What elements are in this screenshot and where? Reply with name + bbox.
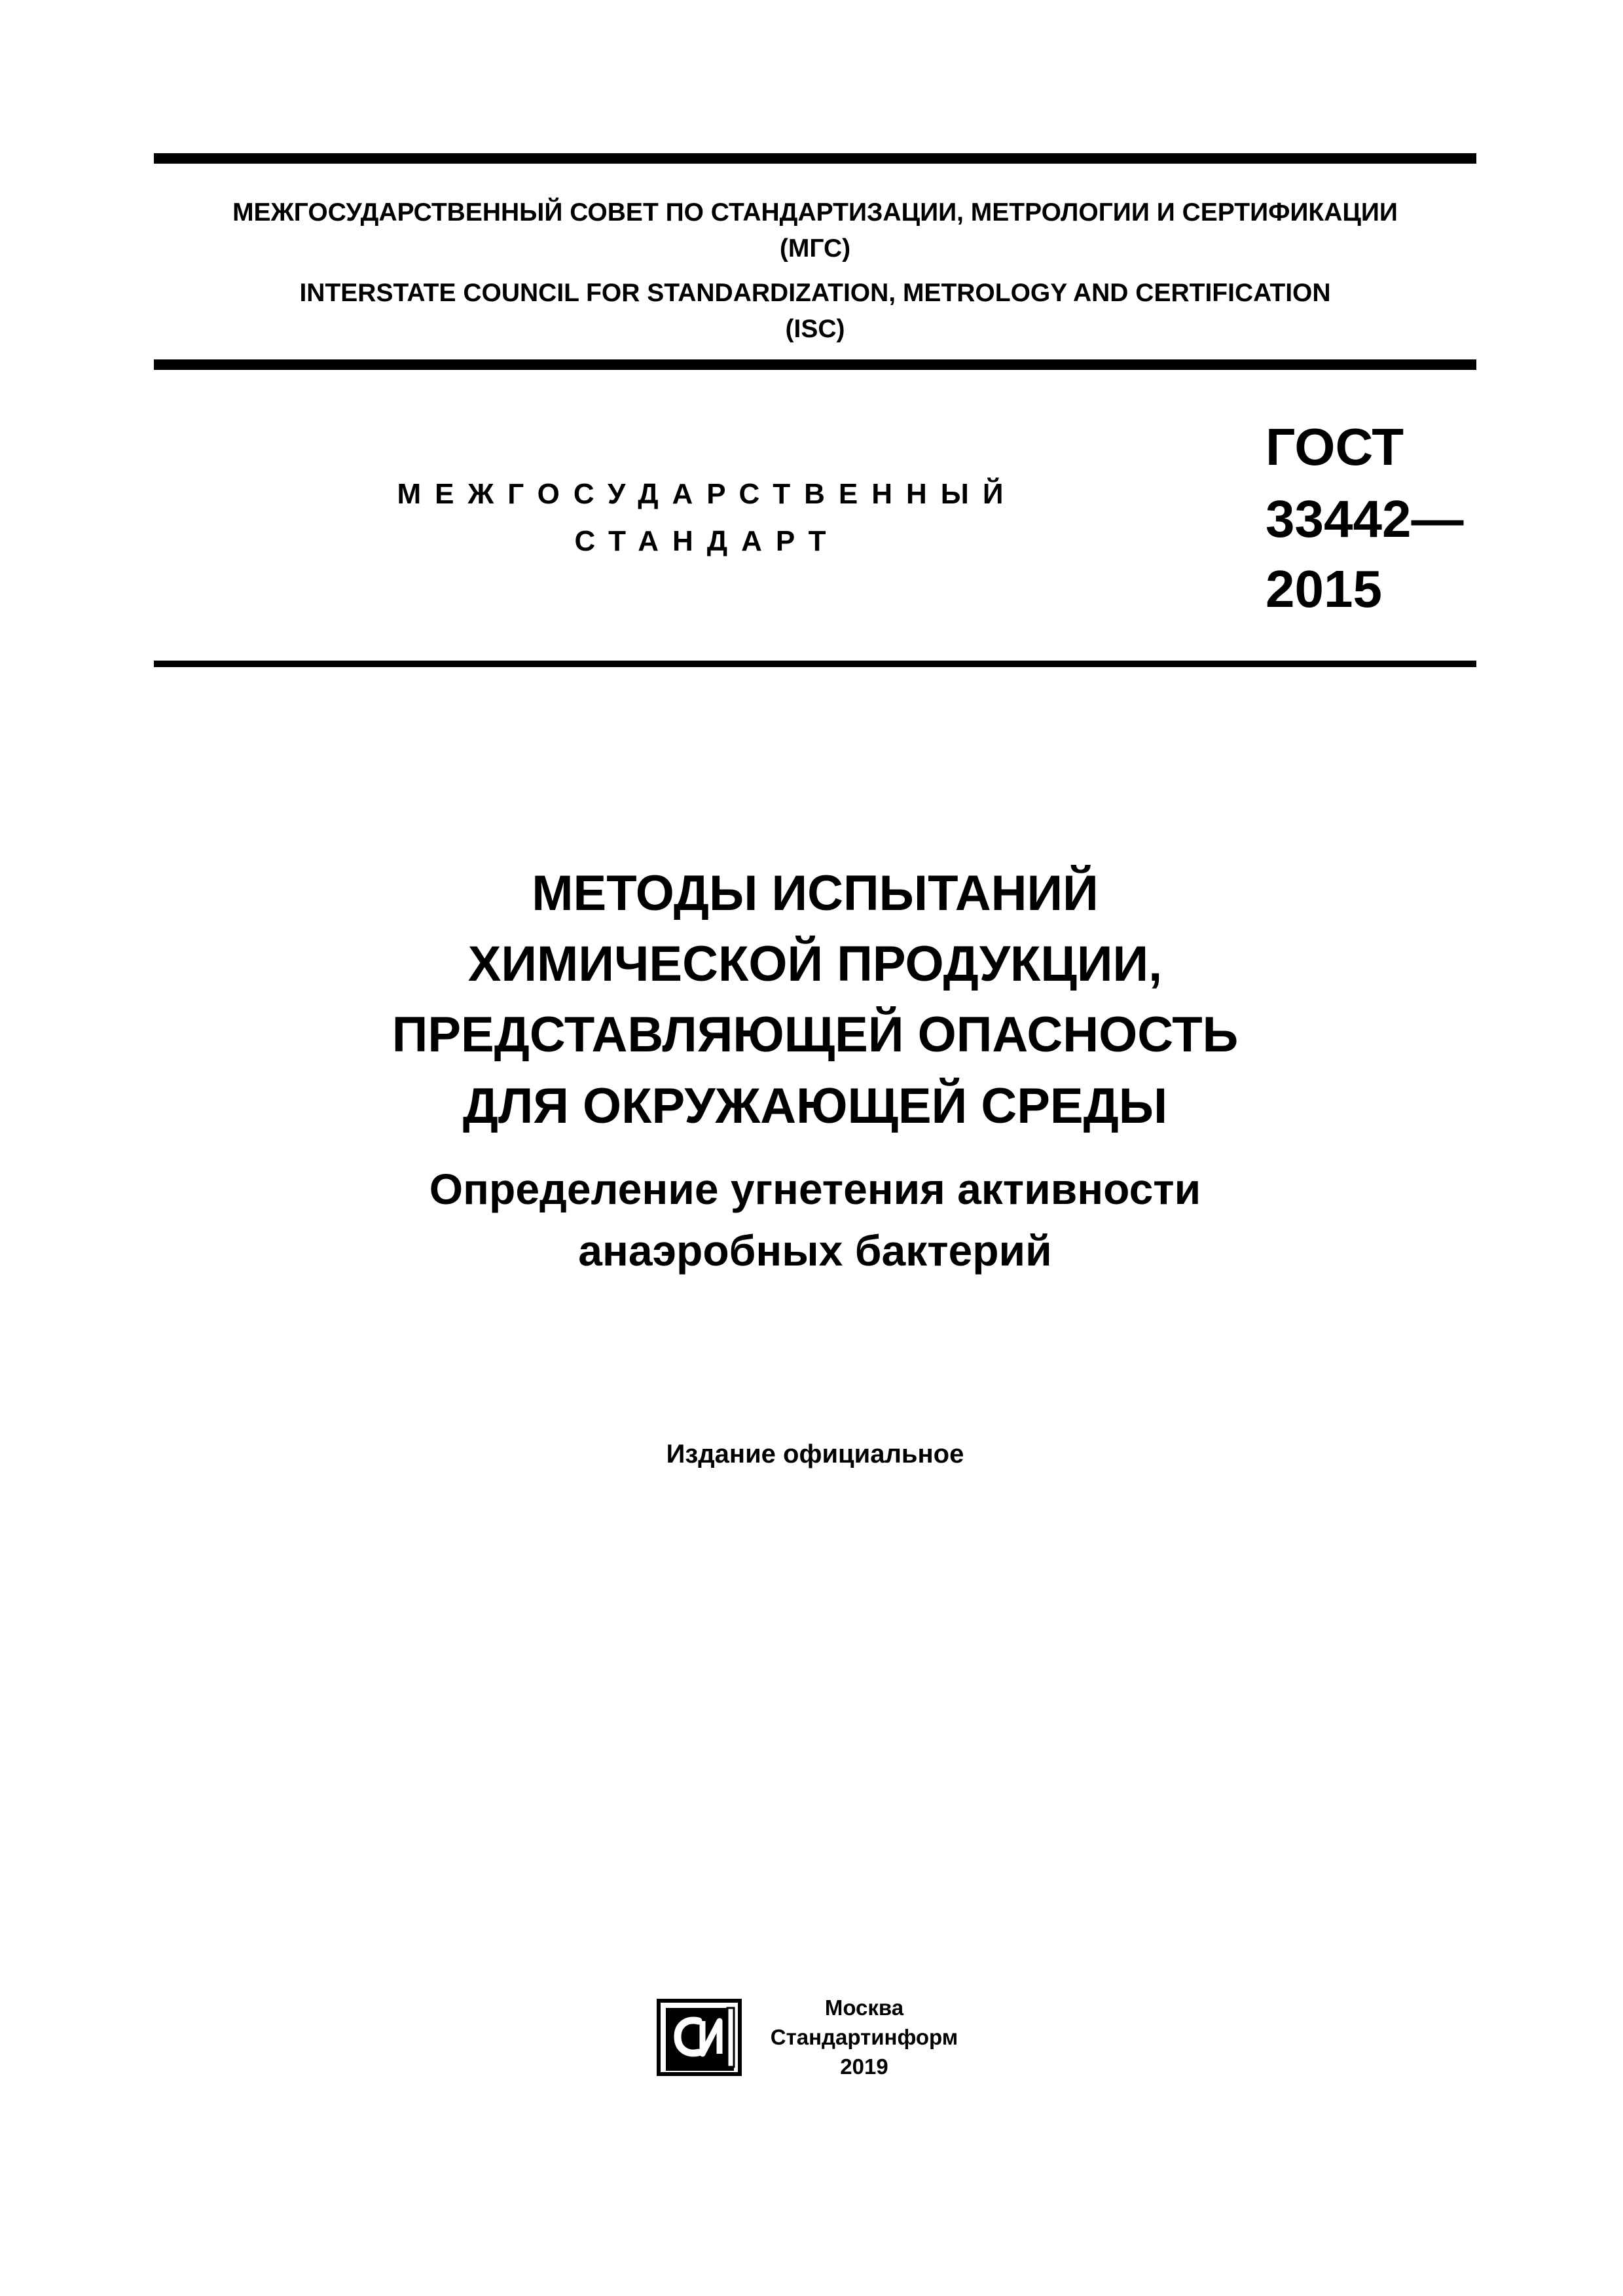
title-line-3: ПРЕДСТАВЛЯЮЩЕЙ ОПАСНОСТЬ	[392, 1007, 1239, 1063]
publisher-year: 2019	[840, 2054, 888, 2079]
council-name-en: INTERSTATE COUNCIL FOR STANDARDIZATION, METROLOGY AND CERTIFICATION	[299, 279, 1331, 307]
title-line-1: МЕТОДЫ ИСПЫТАНИЙ	[532, 866, 1099, 921]
title-line-2: ХИМИЧЕСКОЙ ПРОДУКЦИИ,	[467, 936, 1163, 992]
gost-label: ГОСТ	[1266, 418, 1404, 476]
edition-label: Издание официальное	[666, 1440, 964, 1468]
standartinform-logo-icon	[657, 1999, 742, 2076]
publisher-name: Стандартинформ	[770, 2025, 958, 2049]
gost-year: 2015	[1266, 560, 1382, 618]
middle-rule	[154, 359, 1476, 370]
gost-number: 33442—	[1266, 490, 1464, 548]
subtitle-line-2: анаэробных бактерий	[578, 1226, 1052, 1275]
council-abbr-en: (ISC)	[785, 315, 845, 343]
council-name-ru: МЕЖГОСУДАРСТВЕННЫЙ СОВЕТ ПО СТАНДАРТИЗАЦИИ, МЕТРОЛОГИИ И СЕРТИФИКАЦИИ	[232, 198, 1398, 227]
bottom-rule	[154, 661, 1476, 667]
standard-kind-line-2: СТАНДАРТ	[574, 525, 840, 557]
title-line-4: ДЛЯ ОКРУЖАЮЩЕЙ СРЕДЫ	[462, 1078, 1168, 1134]
standard-kind-line-1: МЕЖГОСУДАРСТВЕННЫЙ	[397, 478, 1017, 510]
top-rule	[154, 153, 1476, 164]
council-abbr-ru: (МГС)	[779, 234, 851, 263]
subtitle-line-1: Определение угнетения активности	[429, 1165, 1201, 1213]
publisher-city: Москва	[824, 1995, 904, 2020]
